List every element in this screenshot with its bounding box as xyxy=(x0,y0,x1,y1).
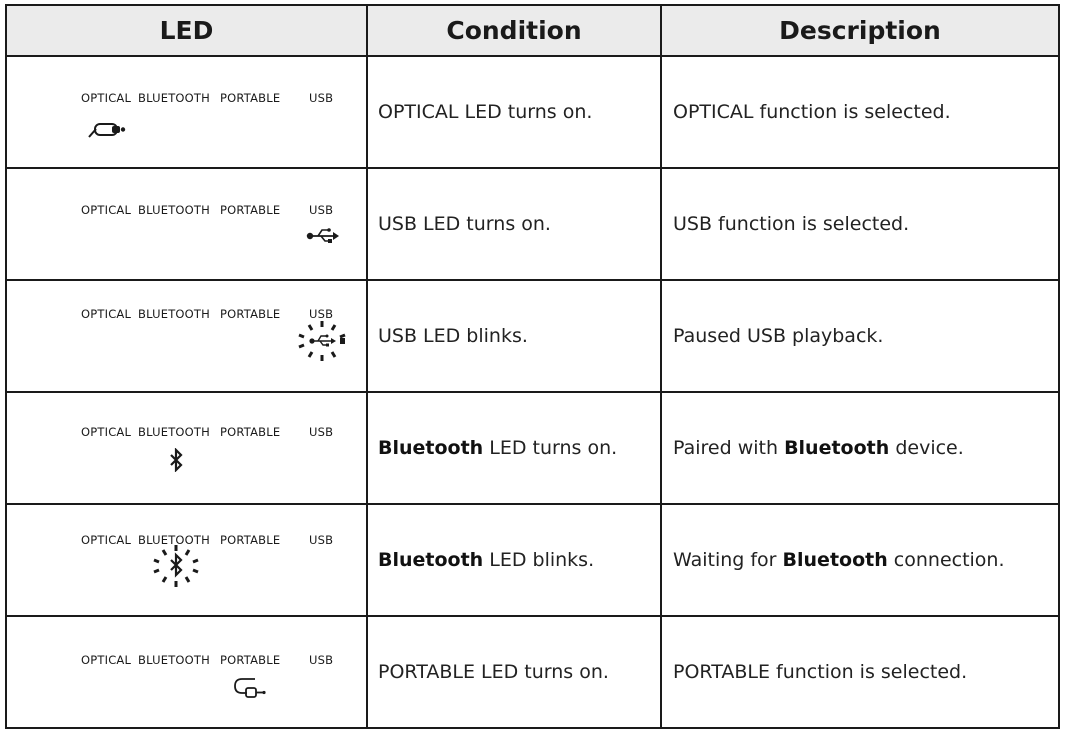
table-row xyxy=(7,281,1058,393)
condition-text xyxy=(378,505,594,615)
table-row xyxy=(7,393,1058,505)
led-label-portable: PORTABLE xyxy=(220,425,281,439)
column-divider xyxy=(660,6,662,727)
table-header xyxy=(7,6,1058,57)
led-status-table xyxy=(5,4,1060,729)
led-label-optical: OPTICAL xyxy=(81,307,132,321)
usb-blink-icon xyxy=(297,320,347,362)
led-label-optical: OPTICAL xyxy=(81,653,132,667)
led-label-portable: PORTABLE xyxy=(220,203,281,217)
led-label-usb: USB xyxy=(309,653,334,667)
led-label-portable: PORTABLE xyxy=(220,307,281,321)
description-bold: Bluetooth xyxy=(782,549,888,571)
led-label-bluetooth: BLUETOOTH xyxy=(138,653,211,667)
header-description: Description xyxy=(779,16,941,45)
condition-bold: Bluetooth xyxy=(378,549,484,571)
condition-text: OPTICAL LED turns on. xyxy=(378,101,593,123)
description-text: USB function is selected. xyxy=(673,213,910,235)
table-row xyxy=(7,617,1058,729)
condition-bold: Bluetooth xyxy=(378,437,484,459)
led-label-usb: USB xyxy=(309,533,334,547)
led-label-usb: USB xyxy=(309,91,334,105)
description-text: PORTABLE function is selected. xyxy=(673,661,968,683)
optical-icon xyxy=(87,117,129,141)
led-label-usb: USB xyxy=(309,425,334,439)
description-post: device. xyxy=(889,437,964,459)
condition-rest: LED turns on. xyxy=(483,437,618,459)
bluetooth-icon xyxy=(169,448,183,472)
table-row xyxy=(7,169,1058,281)
description-bold: Bluetooth xyxy=(784,437,890,459)
description-text xyxy=(673,505,1005,615)
led-label-bluetooth: BLUETOOTH xyxy=(138,307,211,321)
led-label-bluetooth: BLUETOOTH xyxy=(138,91,211,105)
led-label-optical: OPTICAL xyxy=(81,533,132,547)
led-label-bluetooth: BLUETOOTH xyxy=(138,425,211,439)
description-text: Paused USB playback. xyxy=(673,325,884,347)
description-pre: Paired with xyxy=(673,437,785,459)
description-post: connection. xyxy=(887,549,1005,571)
led-label-optical: OPTICAL xyxy=(81,91,132,105)
condition-text: PORTABLE LED turns on. xyxy=(378,661,609,683)
led-label-bluetooth: BLUETOOTH xyxy=(138,533,211,547)
led-label-usb: USB xyxy=(309,307,334,321)
led-label-portable: PORTABLE xyxy=(220,653,281,667)
condition-text: USB LED turns on. xyxy=(378,213,551,235)
column-divider xyxy=(366,6,368,727)
table-row xyxy=(7,57,1058,169)
condition-text xyxy=(378,393,617,503)
description-pre: Waiting for xyxy=(673,549,783,571)
portable-icon xyxy=(233,677,267,699)
bluetooth-blink-icon xyxy=(153,544,199,588)
led-label-optical: OPTICAL xyxy=(81,203,132,217)
condition-rest: LED blinks. xyxy=(483,549,595,571)
description-text: OPTICAL function is selected. xyxy=(673,101,951,123)
description-text xyxy=(673,393,964,503)
led-label-bluetooth: BLUETOOTH xyxy=(138,203,211,217)
led-label-usb: USB xyxy=(309,203,334,217)
header-condition: Condition xyxy=(446,16,582,45)
condition-text: USB LED blinks. xyxy=(378,325,528,347)
led-label-portable: PORTABLE xyxy=(220,91,281,105)
led-label-portable: PORTABLE xyxy=(220,533,281,547)
led-label-optical: OPTICAL xyxy=(81,425,132,439)
header-led: LED xyxy=(159,16,214,45)
usb-icon xyxy=(306,227,340,245)
table-row xyxy=(7,505,1058,617)
